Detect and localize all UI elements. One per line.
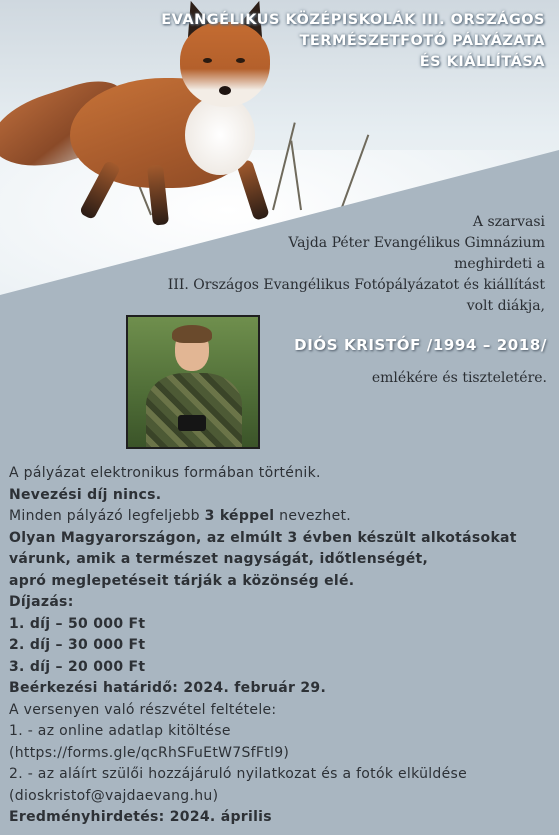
intro-text (125, 212, 545, 317)
poster-title (161, 10, 545, 73)
prize-line: 3. díj – 20 000 Ft (9, 658, 146, 675)
portrait-jacket (146, 373, 242, 449)
honoree-name: DIÓS KRISTÓF /1994 – 2018/ (294, 336, 547, 354)
intro-line: III. Országos Evangélikus Fotópályázatot és kiállítást (167, 277, 545, 293)
details-section (9, 463, 554, 829)
detail-text: nevezhet. (274, 508, 352, 524)
form-link[interactable]: (https://forms.gle/qcRhSFuEtW7SfFtl9) (9, 744, 290, 761)
intro-line: A szarvasi (472, 214, 545, 230)
detail-line: apró meglepetéseit tárják a közönség elé. (9, 572, 355, 589)
detail-line: Olyan Magyarországon, az elmúlt 3 évben készült alkotásokat (9, 529, 517, 546)
intro-line: Vajda Péter Evangélikus Gimnázium (288, 235, 545, 251)
title-line-3: ÉS KIÁLLÍTÁSA (419, 54, 545, 70)
prizes-heading: Díjazás: (9, 594, 74, 610)
detail-line: A versenyen való részvétel feltétele: (9, 701, 277, 718)
detail-line (9, 506, 554, 528)
prize-line: 1. díj – 50 000 Ft (9, 615, 146, 632)
deadline-line: Beérkezési határidő: 2024. február 29. (9, 680, 327, 696)
portrait-photo (126, 315, 260, 449)
detail-text: Minden pályázó legfeljebb (9, 508, 205, 524)
portrait-hair (172, 325, 212, 343)
detail-line: várunk, amik a természet nagyságát, időtlenségét, (9, 551, 429, 567)
detail-line: 2. - az aláírt szülői hozzájáruló nyilatkozat és a fotók elküldése (9, 766, 468, 782)
intro-line: meghirdeti a (454, 256, 545, 272)
detail-line: 1. - az online adatlap kitöltése (9, 723, 231, 739)
results-line: Eredményhirdetés: 2024. április (9, 809, 272, 825)
memory-text: emlékére és tiszteletére. (371, 370, 547, 386)
title-line-2: TERMÉSZETFOTÓ PÁLYÁZATA (299, 33, 545, 49)
detail-line: Nevezési díj nincs. (9, 486, 162, 503)
camera-icon (178, 415, 206, 431)
prize-line: 2. díj – 30 000 Ft (9, 637, 146, 653)
detail-line: A pályázat elektronikus formában történik. (9, 465, 321, 481)
intro-line: volt diákja, (466, 298, 545, 314)
detail-emphasis: 3 képpel (204, 508, 275, 524)
title-line-1: EVANGÉLIKUS KÖZÉPISKOLÁK III. ORSZÁGOS (161, 12, 545, 28)
email-link[interactable]: (dioskristof@vajdaevang.hu) (9, 787, 219, 804)
